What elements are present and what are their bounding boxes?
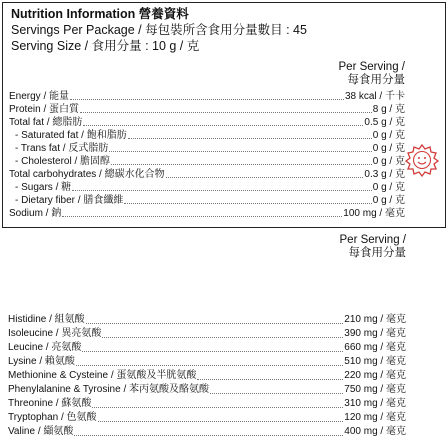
dot-leader (72, 190, 372, 191)
amino-acid-value: 660 mg / 毫克 (344, 342, 406, 353)
amino-acid-label: Tryptophan / 色氨酸 (8, 412, 97, 423)
amino-acid-label: Valine / 纈氨酸 (8, 426, 74, 437)
column-header (339, 61, 405, 87)
amino-acid-row (8, 370, 406, 382)
nutrition-panel (2, 2, 446, 228)
dot-leader (86, 323, 344, 324)
nutrient-value: 38 kcal / 千卡 (344, 91, 405, 102)
amino-acid-value: 220 mg / 毫克 (344, 370, 406, 381)
nutrient-label: - Sugars / 糖 (15, 182, 72, 193)
dot-leader (166, 177, 364, 178)
dot-leader (128, 138, 372, 139)
amino-acid-row (8, 426, 406, 438)
column-header-line1: Per Serving / (339, 234, 406, 246)
nutrient-value: 0 g / 克 (372, 156, 405, 167)
dot-leader (92, 407, 343, 408)
nutrient-value: 0 g / 克 (372, 182, 405, 193)
nutrient-row (9, 182, 405, 193)
nutrient-row (9, 169, 405, 180)
dot-leader (82, 351, 343, 352)
dot-leader (124, 203, 371, 204)
dot-leader (98, 421, 344, 422)
nutrient-label: Energy / 能量 (9, 91, 70, 102)
dot-leader (80, 112, 372, 113)
nutrient-row (9, 117, 405, 128)
dot-leader (70, 99, 344, 100)
nutrient-label: - Trans fat / 反式脂肪 (15, 143, 109, 154)
nutrient-label: - Cholesterol / 膽固醇 (15, 156, 111, 167)
nutrient-row (9, 208, 405, 219)
nutrient-label: Sodium / 鈉 (9, 208, 62, 219)
amino-acid-row (8, 342, 406, 354)
panel-title: Nutrition Information 營養資料 (11, 7, 189, 21)
dot-leader (210, 393, 343, 394)
nutrient-label: Total carbohydrates / 總碳水化合物 (9, 169, 165, 180)
amino-acid-value: 510 mg / 毫克 (344, 356, 406, 367)
nutrient-row (9, 156, 405, 167)
dot-leader (111, 164, 372, 165)
amino-acid-label: Histidine / 組氨酸 (8, 314, 85, 325)
amino-acid-row (8, 384, 406, 396)
nutrient-label: - Dietary fiber / 膳食纖維 (15, 195, 124, 206)
amino-acid-label: Threonine / 蘇氨酸 (8, 398, 92, 409)
dot-leader (62, 216, 342, 217)
amino-acid-value: 390 mg / 毫克 (344, 328, 406, 339)
dot-leader (74, 435, 343, 436)
amino-acid-value: 210 mg / 毫克 (344, 314, 406, 325)
nutrient-value: 0 g / 克 (372, 195, 405, 206)
amino-acid-label: Isoleucine / 異亮氨酸 (8, 328, 102, 339)
amino-acid-row (8, 356, 406, 368)
amino-acid-value: 400 mg / 毫克 (344, 426, 406, 437)
nutrient-value: 0 g / 克 (372, 130, 405, 141)
nutrient-row (9, 143, 405, 154)
servings-per-package: Servings Per Package / 每包裝所含食用分量數目 : 45 (11, 23, 307, 37)
amino-acid-label: Methionine & Cysteine / 蛋氨酸及半胱氨酸 (8, 370, 197, 381)
nutrient-value: 100 mg / 毫克 (343, 208, 405, 219)
amino-acid-row (8, 412, 406, 424)
amino-acid-value: 310 mg / 毫克 (344, 398, 406, 409)
amino-acid-label: Phenylalanine & Tyrosine / 苯丙氨酸及酪氨酸 (8, 384, 210, 395)
amino-acid-label: Lysine / 賴氨酸 (8, 356, 75, 367)
nutrient-value: 0 g / 克 (372, 143, 405, 154)
amino-acid-row (8, 314, 406, 326)
column-header-line2: 每食用分量 (348, 247, 406, 259)
nutrient-row (9, 130, 405, 141)
nutrient-label: Protein / 蛋白質 (9, 104, 80, 115)
nutrient-value: 8 g / 克 (372, 104, 405, 115)
amino-acid-value: 750 mg / 毫克 (344, 384, 406, 395)
dot-leader (83, 125, 363, 126)
amino-acid-row (8, 328, 406, 340)
amino-acid-value: 120 mg / 毫克 (344, 412, 406, 423)
smiley-badge-icon (405, 143, 439, 177)
dot-leader (197, 379, 343, 380)
serving-size: Serving Size / 食用分量 : 10 g / 克 (11, 39, 200, 53)
nutrient-label: - Saturated fat / 飽和脂肪 (15, 130, 127, 141)
amino-acid-panel (2, 228, 446, 448)
dot-leader (109, 151, 371, 152)
nutrient-row (9, 91, 405, 102)
nutrient-value: 0.5 g / 克 (364, 117, 405, 128)
nutrient-row (9, 104, 405, 115)
nutrient-row (9, 195, 405, 206)
column-header-line1: Per Serving / (338, 61, 405, 73)
column-header (340, 234, 406, 260)
nutrient-value: 0.3 g / 克 (364, 169, 405, 180)
column-header-line2: 每食用分量 (347, 74, 405, 86)
amino-acid-label: Leucine / 亮氨酸 (8, 342, 82, 353)
dot-leader (102, 337, 343, 338)
amino-acid-row (8, 398, 406, 410)
dot-leader (76, 365, 343, 366)
nutrient-label: Total fat / 總脂肪 (9, 117, 83, 128)
